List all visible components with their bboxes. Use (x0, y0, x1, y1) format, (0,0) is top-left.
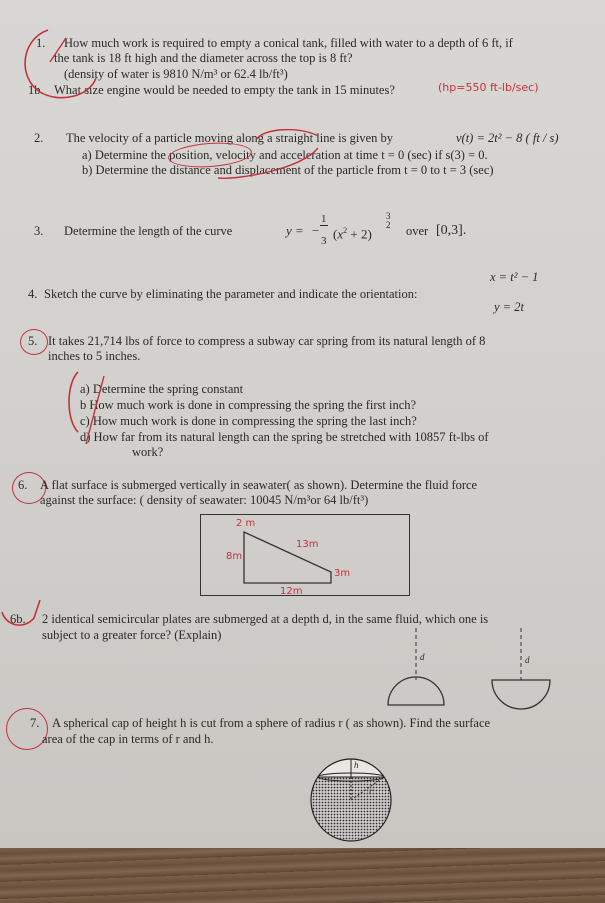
y-parametric: y = 2t (494, 300, 524, 314)
problem-5d: d) How far from its natural length can the spring be stretched with 10857 ft-lbs of (80, 430, 489, 444)
radius-label: r (369, 786, 373, 796)
problem-6b-line-1: 2 identical semicircular plates are submerged at a depth d, in the same fluid, which one is (42, 612, 489, 626)
problem-7-number: 7. (30, 716, 40, 730)
problem-6-number: 6. (18, 478, 28, 492)
label-right: 3m (334, 568, 351, 579)
problem-3-number: 3. (34, 224, 44, 238)
problem-2a: a) Determine the position, velocity and acceleration at time t = 0 (sec) if s(3) = 0. (82, 148, 488, 162)
problem-1-line-2: the tank is 18 ft high and the diameter across the top is 8 ft? (54, 51, 353, 65)
depth-label-1: d (420, 652, 425, 662)
problem-7-line-2: area of the cap in terms of r and h. (42, 732, 214, 746)
problem-4-text: Sketch the curve by eliminating the parameter and indicate the orientation: (44, 287, 418, 301)
problem-1-line-3: (density of water is 9810 N/m³ or 62.4 lb/ft³) (64, 67, 288, 81)
problem-5-line-1: It takes 21,714 lbs of force to compress a subway car spring from its natural length of 8 (48, 334, 486, 348)
problem-2-intro: The velocity of a particle moving along a straight line is given by (66, 131, 393, 145)
problem-3-text: Determine the length of the curve (64, 224, 233, 238)
interval: [0,3]. (436, 223, 467, 238)
problem-5c: c) How much work is done in compressing the spring the last inch? (80, 414, 417, 428)
problem-1b-number: 1b. (28, 83, 44, 97)
desk-surface (0, 848, 605, 903)
problem-6-line-1: A flat surface is submerged vertically in seawater( as shown). Determine the fluid force (40, 478, 478, 492)
velocity-formula: v(t) = 2t² − 8 ( ft / s) (456, 131, 559, 145)
problem-6b-number: 6b. (10, 612, 26, 626)
problem-5b: b How much work is done in compressing the spring the first inch? (80, 398, 417, 412)
problem-1-line-1: How much work is required to empty a conical tank, filled with water to a depth of 6 ft, if (64, 36, 513, 50)
cap-height-label: h (354, 760, 359, 770)
over-word: over (406, 224, 429, 238)
label-top: 2 m (236, 518, 256, 529)
label-left: 8m (226, 551, 243, 562)
problem-5-line-2: inches to 5 inches. (48, 349, 141, 363)
problem-6-line-2: against the surface: ( density of seawater: 10045 N/m³or 64 lb/ft³) (40, 493, 369, 507)
worksheet-page: 1. How much work is required to empty a conical tank, filled with water to a depth of 6 ft, if the tank is 18 ft high and the diameter across the top is 8 ft? (density of water is 9810 N/m³ or 62.4 lb/ft³) 1b. What size engine would be needed to empty the tank in 15 minutes? (hp=550 ft-lb/sec) 2. The velocity of a particle moving along a straight line is given by v(t) = 2t² − 8 ( ft / s) a) Determine the position, velocity and acceleration at time t = 0 (sec) if s(3) = 0. b) Determine the distance and displacement of the particle from t = 0 to t = 3 (sec) 3. Determine the length of the curve y = − 1 3 $(x^2 + 2)$ 3 2 over [0,3]. x = t² − 1 4. Sketch the curve by eliminating the parameter and indicate the orientation: y = 2t 5. It takes 21,714 lbs of force to compress a subway car spring from its natural length of 8 inches to 5 inches. a) Determine the spring constant b How much work is done in compressing the spring the first inch? c) How much work is done in compressing the spring the last inch? d) How far from its natural length can the spring be stretched with 10857 ft-lbs of work? 6. A flat surface is submerged vertically in seawater( as shown). Determine the fluid force against the surface: ( density of seawater: 10045 N/m³or 64 lb/ft³) 2 m 8m 13m 3m 12m 6b. 2 identical semicircular plates are submerged at a depth d, in the same fluid, which one is subject to a greater force? (Explain) d d 7. A spherical cap of height h is cut from a sphere of radius r ( as shown). Find the surface area of the cap in terms of r and h. h r (0, 0, 605, 848)
problem-5-number: 5. (28, 334, 38, 348)
problem-2-number: 2. (34, 131, 44, 145)
problem-1-number: 1. (36, 36, 46, 50)
problem-4-number: 4. (28, 287, 38, 301)
problem-6b-line-2: subject to a greater force? (Explain) (42, 628, 222, 642)
label-bottom: 12m (280, 586, 303, 597)
hp-note: (hp=550 ft-lb/sec) (438, 81, 539, 94)
problem-5a: a) Determine the spring constant (80, 382, 244, 396)
problem-7-line-1: A spherical cap of height h is cut from a sphere of radius r ( as shown). Find the surface (52, 716, 491, 730)
problem-2b: b) Determine the distance and displacement of the particle from t = 0 to t = 3 (sec) (82, 163, 494, 177)
problem-1b-text: What size engine would be needed to empty the tank in 15 minutes? (54, 83, 395, 97)
depth-label-2: d (525, 655, 530, 665)
problem-5d-cont: work? (132, 445, 164, 459)
label-hypotenuse: 13m (296, 539, 319, 550)
x-parametric: x = t² − 1 (490, 270, 539, 284)
